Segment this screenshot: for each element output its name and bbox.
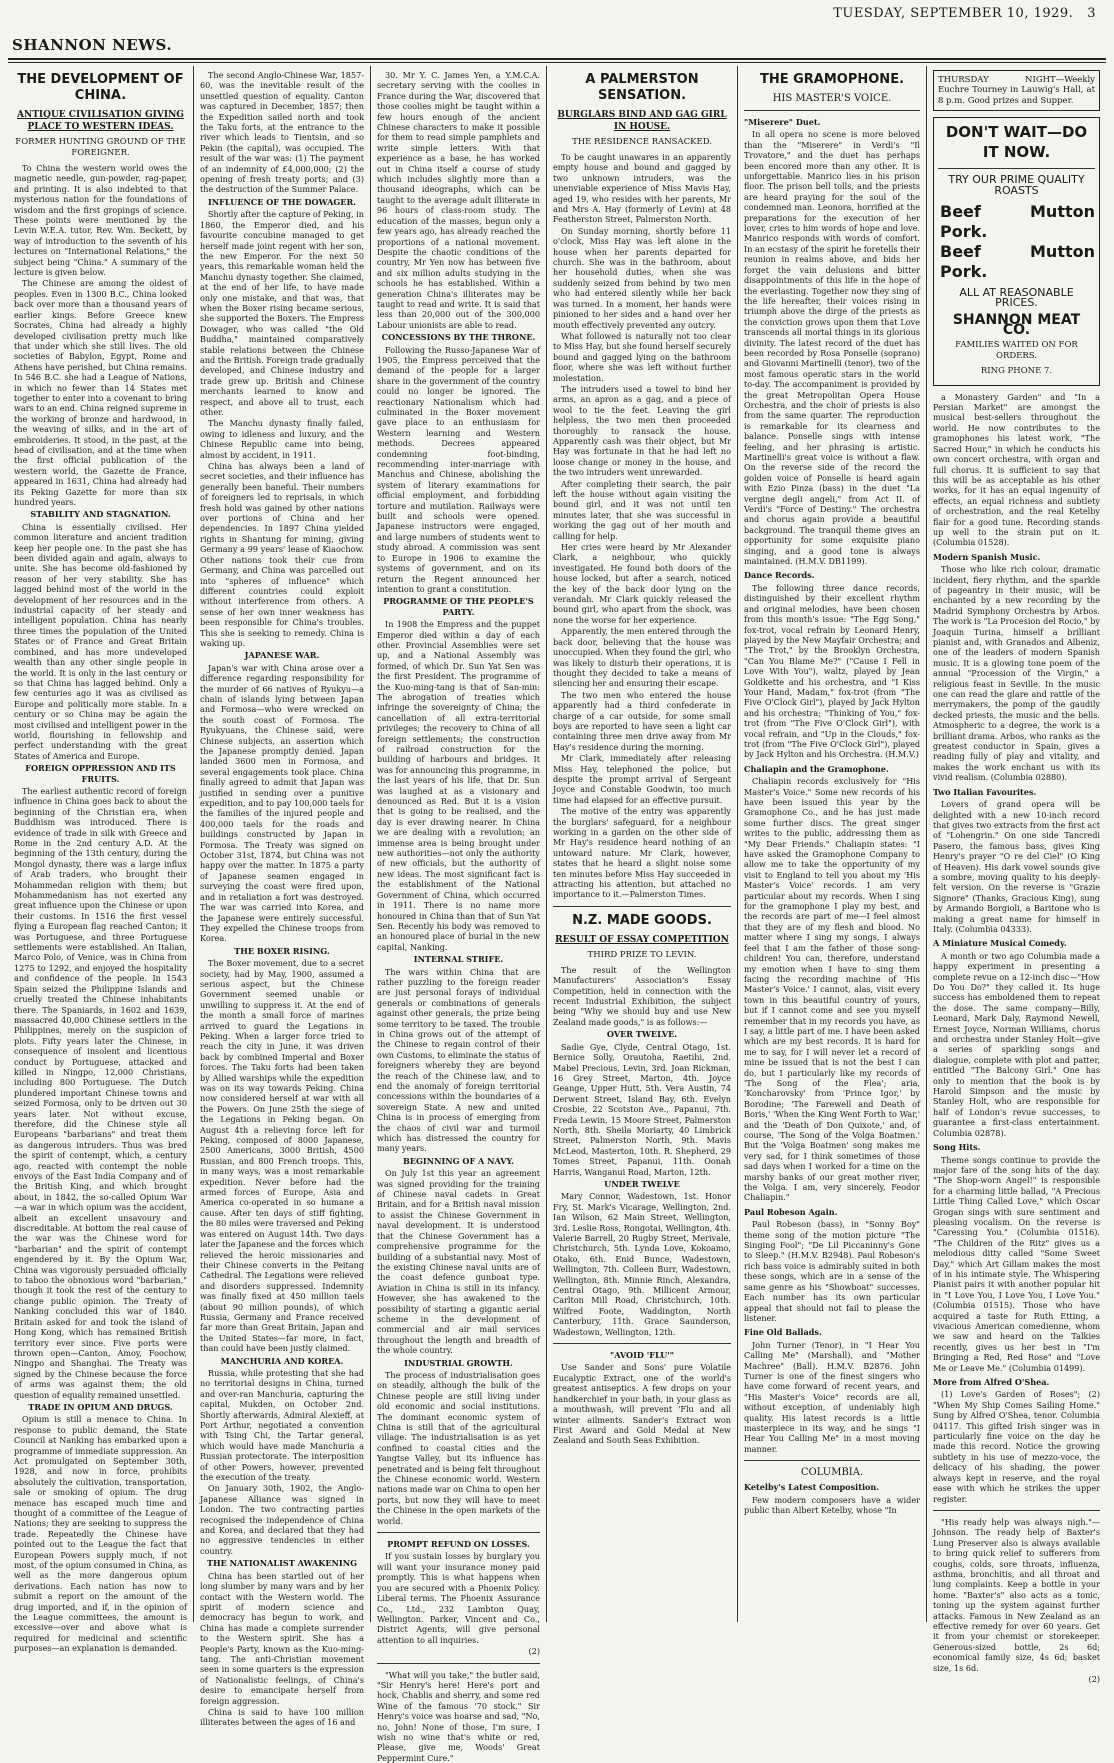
paragraph: The intruders used a towel to bind her arms, an apron as a gag, and a piece of wool to tie the feet. Leaving the girl helpless, the two men then proceeded thoroughly to ransack the house. Apparently cash was their object, but Mr Hay was fortunate in that he had left no loose change or money in the house, and the two intruders went unrewarded.	[553, 383, 731, 478]
paragraph: After completing their search, the pair left the house without again visiting the bound girl, and it was not until ten minutes later, that she was successful in working the gag out of her mouth and calling for help.	[553, 478, 731, 541]
meat-ad-headline: DON'T WAIT—DO IT NOW.	[945, 123, 1088, 162]
meat-ad-roasts: TRY OUR PRIME QUALITY ROASTS	[948, 173, 1085, 197]
palmerston-article-title: A PALMERSTON SENSATION.	[585, 72, 699, 103]
peppermint-ad-text: "What will you take," the butler said, "Sir Henry's here! Here's port and hock, Chablis and sherry, and some red Wine of the famous '70 stock." Sir Henry's voice was hoarse and sad, "No, no, John! None of those, I'm sure, I wish no wine that's white or red, Please, give me, Woods' Great Peppermint Cure."	[377, 1669, 540, 1763]
column-4	[547, 66, 738, 1622]
section-heading: INTERNAL STRIFE.	[413, 954, 504, 965]
china-article-title: THE DEVELOPMENT OF CHINA.	[17, 72, 184, 103]
paragraph: In 1908 the Empress and the puppet Emperor died within a day of each other. Provincial Assemblies were set up, and a National Assembly was formed, of which Dr. Sun Yat Sen was the first President. The programme of the Kuo-ming-tang is that of San-min: The abrogation of treaties which infringe the sovereignty of China; the cancellation of all extra-territorial privileges; the recovery to China of all foreign settlements; the construction of railroad construction for the building of harbours and bridges. It was for announcing this programme, in the last years of his life, that Dr. Sun was laughed at as a visionary and denounced as Red. But it is a vision that is going to be realised, and the day is ever drawing nearer. In China we are dealing with a revolution; an immense area is being brought under new authorities—not only the authority of new officials, but the authority of new ideas. The most significant fact is the establishment of the National Government of China, which occurred in 1911. There is no name more honoured in China than that of Sun Yat Sen. Recently his body was removed to an honoured place of burial in the new capital, Nanking.	[377, 619, 540, 952]
paragraph: China is said to have 100 million illiterates between the ages of 16 and	[200, 1706, 364, 1728]
section-heading: BEGINNING OF A NAVY.	[402, 1155, 515, 1166]
section-heading: MANCHURIA AND KOREA.	[220, 1355, 344, 1366]
section-heading: Chaliapin and the Gramophone.	[744, 763, 889, 774]
section-heading: STABILITY AND STAGNATION.	[30, 509, 171, 520]
section-heading: Two Italian Favourites.	[933, 786, 1037, 797]
prize-list: Mary Connor, Wadestown, 1st. Honor Fry, St. Mark's Vicarage, Wellington, 2nd. Ian Wilson, 62 Main Street, Wellington, 3rd. Leslie Ross, Rongotai, Wellington, 4th. Valerie Barrell, 20 Rugby Street, Merivale, Christchurch, 5th. Lynda Love, Kokoamo, Otako, 6th. Enid Bunce, Wadestown, Wellington, 7th. Colleen Burr, Wadestown, Wellington, 8th. Minnie Rinch, Alexandra, Central Otago, 9th. Millicent Armour, Carlton Mill Road, Christchurch, 10th. Wilfred Foote, Waddington, North Canterbury, 11th. Grace Saunderson, Wadestown, Wellington, 12th.	[553, 1191, 731, 1337]
meat-ad-phone: RING PHONE 7.	[980, 365, 1053, 376]
refund-ad-text: If you sustain losses by burglary you will want your insurance money paid promptly. This is what happens when you are secured with a Phoenix Policy. Liberal terms. The Phoenix Assurance Co., Ltd., 232 Lambton Quay, Wellington. Parker, Vincent and Co., District Agents, will give personal attention to all inquiries.	[377, 1551, 540, 1645]
paragraph: John Turner (Tenor), in "I Hear You Calling Me" (Marshall), and "Mother Machree" (Ball). H.M.V. B2876. John Turner is one of the finest singers who have come forward of recent years, and "His Master's Voice" records are all, without exception, of undeniably high quality. His latest records is a little masterpiece in its way, and he sings "I Hear You Calling Me" in a most moving manner.	[744, 1339, 920, 1454]
baxter-ad-text: "His ready help was always nigh."—Johnson. The ready help of Baxter's Lung Preserver also is always available to bring quick relief to sufferers from coughs, colds, sore throats, influenza, asthma, bronchitis, and all throat and lung complaints. Keep a bottle in your home. "Baxter's" also acts as a tonic, toning up the system against further attacks. Famous in New Zealand as an effective remedy for over 60 years. Get it from your chemist or storekeeper. Generous-sized bottle, 2s 6d; economical family size, 4s 6d; basket size, 1s 6d.	[933, 1516, 1100, 1673]
meat-ad-prices: ALL AT REASONABLE PRICES.	[959, 286, 1074, 310]
section-heading: Song Hits.	[933, 1142, 981, 1153]
paper-name: SHANNON NEWS.	[12, 36, 173, 54]
paragraph: Chaliapin records exclusively for "His Master's Voice." Some new records of his have been issued this year by the Gramophone Co., and he has just made some further discs. The great singer writes to the public, addressing them as "My Dear Friends." Chaliapin states: "I have asked the Gramophone Company to allow me to take the opportunity of my visit to England to tell you about my 'His Master's Voice' records. I am very particular about my records. When I sing for the gramophone I play my best, and the records are part of me—I feel almost that they are of my flesh and blood. No matter where I sing my songs, I always feel that I am the father of those song-children! You can, therefore, understand my emotion when I have to sing them facing the recording machine of 'His Master's Voice.' I cannot, alas, visit every town in this beautiful country of yours, but if I cannot come and see you myself remember that in my records you have, as I say, a little part of me. I have been asked which are my best records. It is hard for me to say, for I will never let a record of mine be issued that is not the best I can do, but I particularly like my records of 'The Song of the Flea'; aria, 'Koncharovsky' from 'Prince Igor,' by Borodine; 'The Farewell and Death of Boris,' 'When the King Went Forth to War,' and the 'Death of Don Quixote,' and, of course, 'The Song of the Volga Boatmen.' But the 'Volga Boatmen' song makes me very sad, for I think sometimes of those sad days when I worked for a time on the marshy banks of our great mother river, the Volga. I am, very sincerely, Feodor Chaliapin."	[744, 776, 920, 1203]
divider	[377, 1532, 540, 1533]
paragraph: To China the western world owes the magnetic needle, gun-powder, rag-paper, and printing. It is also indebted to that mysterious nation for the foundations of wisdom and the first gropings of science. These points were mentioned by the Levin W.E.A. tutor, Rev. Wm. Beckett, by way of introduction to the seventh of his lectures on "International Relations," the subject being "China." A summary of the lecture is given below.	[14, 163, 187, 278]
section-heading: More from Alfred O'Shea.	[933, 1377, 1050, 1388]
palmerston-subtitle: BURGLARS BIND AND GAG GIRL IN HOUSE.	[557, 110, 727, 132]
paragraph: Opium is still a menace to China. In response to public demand, the State Council at Nanking has embarked upon a programme of immediate suppression. An Act promulgated on September 30th, 1928, and now in force, prohibits absolutely the cultivation, transportation, sale or smoking of opium. The drug menace has escaped much time and thought of a committee of the League of Nations; they are seeking to suppress the trade. Repeatedly the Chinese have pointed out to the League the fact that European Powers supply much, if not most, of the opium consumed in China, as well as the more dangerous opium derivations. Each nation has now to submit a report on the amount of the drug imported, and if, in the opinion of the League committees, the amount is excessive—over and above what is required for medicinal and scientific purposes—an explanation is demanded.	[14, 1414, 187, 1654]
section-heading: THE BOXER RISING.	[234, 945, 330, 956]
section-heading: JAPANESE WAR.	[244, 650, 320, 661]
meat-ad-company: SHANNON MEAT CO.	[952, 311, 1081, 339]
gramophone-title: THE GRAMOPHONE.	[759, 72, 905, 87]
section-heading: CONCESSIONS BY THE THRONE.	[381, 332, 536, 343]
paragraph: (1) Love's Garden of Roses"; (2) "When My Ship Comes Sailing Home." Sung by Alfred O'Shea, tenor. Columbia 04117. This gifted Irish singer was in particularly fine voice on the day he made this record. Notice the growing subtlety in his use of mezzo-voce, the delicacy of his shading, the power always kept in reserve, and the royal ease with which he strikes the upper register.	[933, 1389, 1100, 1504]
column-5	[738, 66, 927, 1622]
paragraph: The process of industrialisation goes on steadily, although the bulk of the Chinese people are still living under old economic and social institutions. The dominant economic system of China is still that of the agricultural village. The industrialisation is as yet confined to coastal cities and the Yangtse Valley, but its influence has penetrated and is being felt throughout the Chinese economic world. Western nations made war on China to open her ports, but now they will have to meet the Chinese in the open markets of the world.	[377, 1369, 540, 1526]
paragraph: The wars within China that are rather puzzling to the foreign reader are just personal forays of individual generals or combinations of generals against other generals, the prize being some territory to be taxed. The trouble in China grows out of the attempt of the Chinese to regain control of their own Customs, to eliminate the status of foreigners whereby they are beyond the reach of the Chinese law, and to end the anomaly of foreign territorial concessions within the boundaries of a sovereign State. A new and united China is in process of emerging from the chaos of civil war and turmoil which has distressed the country for many years.	[377, 966, 540, 1154]
section-heading: Paul Robeson Again.	[744, 1206, 838, 1217]
prize-list: Sadie Gye, Clyde, Central Otago, 1st. Bernice Solly, Orautoha, Raetihi, 2nd. Mabel Precious, Levin, 3rd. Joan Rickman, 16 Grey Street, Marton, 4th. Joyce Geange, Upper Hutt, 5th. Vera Austin, 74 Derwent Street, Island Bay, 6th. Evelyn Crosbie, 22 Scotston Ave., Papanui, 7th. Freda Lewin, 15 Moore Street, Palmerston North, 8th. Sheila Moriarty, 40 Limbrick Street, Palmerston North, 9th. Mavis McLeod, Masterton, 10th. R. Shepherd, 29 Tomes Street, Papanui, 11th. Oonah Harris, Wanganui Road, Marton, 12th.	[553, 1041, 731, 1177]
refund-ad-title: PROMPT REFUND ON LOSSES.	[387, 1539, 530, 1550]
china-article-subheading: FORMER HUNTING GROUND OF THE FOREIGNER.	[15, 137, 186, 158]
column-1	[8, 66, 194, 1654]
meat-ad-line: Beef Mutton Pork.	[940, 202, 1095, 242]
issue-date: TUESDAY, SEPTEMBER 10, 1929. 3	[833, 6, 1096, 21]
paragraph: China has always been a land of secret societies, and their influence has generally been baneful. Their numbers of foreigners led to reprisals, in which fresh hold was gained by other nations over portions of China and her dependencies. In 1897 China yielded rights in Shantung for mining, giving Germany a 99 years' lease of Kiaochow. Other nations took their cue from Germany, and China was parcelled out into "spheres of influence" which different countries could exploit without interference from others. A sense of her own inner weakness has been responsible for China's troubles. This she is seeking to remedy. China is waking up.	[200, 461, 364, 648]
paragraph: To be caught unawares in an apparently empty house and bound and gagged by two unknown intruders, was the unenviable experience of Miss Mavis Hay, aged 19, who resides with her parents, Mr and Mrs A. Hay (formerly of Levin) at 48 Featherston Street, Palmerston North.	[553, 152, 731, 225]
china-article-subtitle: ANTIQUE CIVILISATION GIVING PLACE TO WESTERN IDEAS.	[16, 110, 184, 132]
paragraph: On January 30th, 1902, the Anglo-Japanese Alliance was signed in London. The two contracting parties recognised the independence of China and Korea, and declared that they had no aggressive tendencies in either country.	[200, 1483, 364, 1556]
paragraph: Her cries were heard by Mr Alexander Clark, a neighbour, who quickly investigated. He found both doors of the house locked, but after a search, noticed the key of the back door lying on the verandah. Mr Clark quickly released the bound girl, who apart from the shock, was none the worse for her experience.	[553, 542, 731, 625]
paragraph: The earliest authentic record of foreign influence in China goes back to about the beginning of the Christian era, when Buddhism was introduced. There is evidence of trade in silk with Greece and Rome in the 2nd century A.D. At the beginning of the 13th century, during the Mongol dynasty, there was a large influx of Arab traders, who brought their Mohammedan religion with them; but Mohammedanism has not exerted any great influence upon the Chinese or upon their customs. In 1516 the first vessel flying a European flag reached Canton; it was Portuguese, and three Portuguese settlements were established. An Italian, Marco Polo, of Venice, was in China from 1275 to 1292, and enjoyed the hospitality and confidence of the people. In 1543 Spain seized the Philippine Islands and cruelly treated the Chinese inhabitants there. The Spaniards, in 1602 and 1639, massacred 40,000 Chinese settlers in the Philippines, merely on the suspicion of plots. Fifty years later the Chinese, in consequence of insolent and licentious conduct by Portuguese, attacked and killed in Ningpo, 12,000 Christians, including 800 Portuguese. The Dutch plundered important Chinese towns and seized Formosa, only to be driven out 30 years later. Not without excuse, therefore, did the Chinese style all Europeans "barbarians" and treat them as dangerous intruders. Thus was bred the spirit of contempt, which, a century ago, reacted with contempt the noble envoys of the East India Company and of the British King, and which brought about, in 1842, the so-called Opium War—a war in which opium was the accident, albeit an excellent unsavoury and discreditable. At bottom the real cause of the war was the Chinese word for "barbarian" and the spirit of contempt engendered by it. By the Opium War, China was vigorously persuaded officially to taboo the obnoxious word "barbarian," though it took the rest of the century to change public opinion. The Treaty of Nanking concluded this war of 1840. Britain asked for and took the island of Hong Kong, which has remained British territory ever since. Five ports were thrown open—Canton, Amoy, Foochow, Ningpo and Shanghai. The Treaty was signed by the Chinese because the force of arms was against them; the old question of equality remained unsettled.	[14, 785, 187, 1400]
column-6	[927, 66, 1106, 1684]
divider	[744, 1460, 920, 1461]
paragraph: Few modern composers have a wider public than Albert Ketelby, whose "In	[744, 1494, 920, 1515]
paragraph: The following three dance records, distinguished by their excellent rhythm and original melodies, have been chosen from this month's issue: "The Egg Song," fox-trot, vocal refrain by Leonard Henry, played by the New Mayfair Orchestra; and "The Trot," by the Brooklyn Orchestra, "Can You Blame Me?" ("Cause I Fell in Love With You"), waltz, played by Jean Goldkette and his orchestra, and "I Kiss Your Hand, Madam," fox-trot (from "The Five O'Clock Girl"), played by Jack Hylton and his orchestra; "Thinking of You," fox-trot (from "The Five O'Clock Girl"), with vocal refrain, and "Up in the Clouds," fox-trot (from "The Five O'Clock Girl"), played by Jack Hylton and his Orchestra. (H.M.V.)	[744, 582, 920, 760]
section-heading: FOREIGN OPPRESSION AND ITS FRUITS.	[25, 763, 176, 784]
divider	[938, 168, 1095, 169]
paragraph: The Chinese are among the oldest of peoples. Even in 1300 B.C., China looked back over more than a thousand years of earlier kings. Before Greece knew Socrates, China had already a highly developed civilisation pretty much like that under which she still lives. The old societies of Babylon, Egypt, Rome and Athens have perished, but China remains. In 546 B.C. she had a League of Nations, in which no fewer than 14 States met together to enter into a covenant to bring wars to an end. China reigned supreme in the working of bronze and hardwood, in the weaving of silks, and in the art of embroideries. It stood, in the past, at the head of civilisation, and at the time when the first official publication of the western world, the Gazette de France, appeared in 1631, China had already had its Peking Gazette for more than six hundred years.	[14, 278, 187, 507]
paragraph: 30. Mr Y. C. James Yen, a Y.M.C.A. secretary serving with the coolies in France during the War, discovered that those coolies might be taught within a few hours enough of the ancient Chinese characters to make it possible for them to read simple pamphlets and write simple letters. With that experience as a base, he has worked out in China itself a course of study which includes slightly more than a thousand ideographs, which can be taught to the average adult illiterate in 96 hours of class-room study. The education of the masses, begun only a few years ago, has already reached the proportions of a national movement. Despite the chaotic conditions of the country, Mr Yen now has between five and six million adults studying in the schools he has established. Within a generation China's illiterates may be taught to read and write. It is said that less than 20,000 out of the 300,000 Labour unionists are able to read.	[377, 70, 540, 330]
paragraph: The Manchu dynasty finally failed, owing to idleness and luxury, and the Chinese Republic came into being, almost by accident, in 1911.	[200, 418, 364, 460]
section-heading: OVER TWELVE.	[606, 1029, 678, 1040]
section-heading: PROGRAMME OF THE PEOPLE'S PARTY.	[383, 596, 534, 617]
nz-goods-title: N.Z. MADE GOODS.	[572, 912, 712, 928]
divider	[553, 1343, 731, 1344]
paragraph: a Monastery Garden" and "In a Persian Market" are amongst the musical best-sellers throughout the world. He now contributes to the gramophones his latest work, "The Sacred Hour," in which he conducts his own concert orchestra, with organ and full chorus. It is sufficient to say that this will be as acceptable as his other works, for it has an equal ingenuity of effects, an equal richness and subtlety of orchestration, and the real Ketelby flair for a good tune. Recording stands up well to the strain put on it. (Columbia 01528).	[933, 391, 1100, 548]
page-number: 3	[1087, 6, 1096, 21]
section-heading: INDUSTRIAL GROWTH.	[404, 1357, 513, 1368]
paragraph: Mr Clark, immediately after releasing Miss Hay, telephoned the police, but despite the prompt arrival of Sergeant Joyce and Constable Goodwin, too much time had elapsed for an effective pursuit.	[553, 753, 731, 805]
paragraph: Paul Robeson (bass), in "Sonny Boy" theme song of the motion picture "The Singing Fool"; "De Lil Piccaninny's Gone to Sleep." (H.M.V. B2948). Paul Robeson's rich bass voice is admirably suited in both these songs, which are in a sense of the same genre as his "Showboat" successes. Each number has its own particular appeal that should not fail to please the listener.	[744, 1219, 920, 1323]
nz-goods-subheading: THIRD PRIZE TO LEVIN.	[587, 949, 697, 960]
meat-co-ad	[933, 117, 1100, 385]
paragraph: The motive of the entry was apparently the burglars' safeguard, for a neighbour working in a garden on the other side of Mr Hay's residence heard nothing of an untoward nature. Mr Clark, however, states that he heard a slight noise some ten minutes before Miss Hay succeeded in attracting his attention, but attached no importance to it.—Palmerston Times.	[553, 806, 731, 900]
divider	[377, 1663, 540, 1664]
paragraph: Russia, while protesting that she had no territorial designs in China, turned and over-ran Manchuria, capturing the capital, Mukden, on October 2nd. Shortly afterwards, Admiral Alexieff, at Port Arthur, negotiated a convention with Tsing Chi, the Tartar general, which would have made Manchuria a Russian protectorate. The interposition of other Powers, however, prevented the execution of the treaty.	[200, 1367, 364, 1483]
column-2	[194, 66, 371, 1728]
paragraph: Shortly after the capture of Peking, in 1860, the Emperor died, and his favourite concubine managed to get herself made joint regent with her son, the new Emperor. For the next 50 years, this remarkable woman held the Manchu dynasty together. She claimed, at the end of her life, to have made only one mistake, and that was, that when the Boxer rising became serious, she supported the Boxers. The Empress Dowager, who was called "the Old Buddha," maintained comparatively stable relations between the Chinese and the British. Foreign trade gradually developed, and Chinese industry and trade grew up. British and Chinese merchants learned to know and respect, and above all to trust, each other.	[200, 209, 365, 417]
palmerston-subheading: THE RESIDENCE RANSACKED.	[572, 137, 712, 147]
paragraph: Those who like rich colour, dramatic incident, fiery rhythm, and the sparkle of pageantry in their music, will be enchanted by a new recording by the Madrid Symphony Orchestra by Arbos. The work is "La Procesion del Rocio," by Joaquin Turina, himself a brilliant pianist and, with Granados and Albeniz, one of the leaders of modern Spanish music. It is a glowing tone poem of the annual "Procession of the Virgin," a religious feast in Seville. In the music one can read the glare and rattle of the merrymakers, the pomp of the gaudily decked priests, the music and the bells. Atmospheric to a degree, the work is a brilliant drama. Arbos, who ranks as the greatest conductor in Spain, gives a reading fully of play and vitality, and makes the work enchant us with its vivid realism. (Columbia 02880).	[933, 564, 1100, 783]
section-heading: Dance Records.	[744, 570, 815, 581]
divider	[933, 1510, 1100, 1511]
section-heading: "Miserere" Duet.	[744, 117, 821, 127]
paragraph: The Boxer movement, due to a secret society, had by May, 1900, assumed a serious aspect, but the Chinese Government seemed unable or unwilling to suppress it. At the end of the month a small force of marines arrived to guard the Legations in Peking. When a larger force tried to reach the city in June, it was driven back by combined Imperial and Boxer forces. The Taku forts had been taken by Allied warships while the expedition was on its way towards Peking. China now considered herself at war with all the Powers. On June 25th the siege of the Legations in Peking began. On August 4th a relieving force left for Peking, composed of 8000 Japanese, 2500 Americans, 3000 British, 4500 Russian, and 800 French troops. This, in many ways, was a most remarkable expedition. Never before had the armed forces of Europe, Asia and America co-operated in so humane a cause. After ten days of stiff fighting, the 80 miles were traversed and Peking was entered on August 14th. Two days later the Japanese and the forces which relieved the heroic missionaries and their Chinese converts in the Peitang Cathedral. The Legations were relieved and disorders suppressed. Indemnity was finally fixed at 450 million taels (about 90 million pounds), of which Russia, Germany and France received far more than Great Britain, Japan and the United States—far more, in fact, than could have been justly claimed.	[200, 958, 364, 1354]
meat-ad-line: Beef Mutton Pork.	[940, 242, 1095, 282]
flu-ad-text: Use Sander and Sons' pure Volatile Eucalyptic Extract, one of the world's greatest antiseptics. A few drops on your handkerchief in your bath, in your glass as a mouthwash, will prevent 'Flu and all winter ailments. Sander's Extract won First Award and Gold Medal at New Zealand and South Seas Exhibition.	[553, 1362, 731, 1446]
paragraph: What followed is naturally not too clear to Miss Hay, but she found herself securely bound and gagged lying on the bathroom floor, where she was left without further molestation.	[553, 330, 731, 383]
refund-ad-number: (2)	[528, 1646, 540, 1657]
section-heading: A Miniature Musical Comedy.	[933, 938, 1067, 949]
columns	[8, 66, 1106, 1763]
paragraph: China has been startled out of her long slumber by many wars and by her contact with the Western world. The spirit of modern science and democracy has begun to work, and China has made a complete surrender to the Western spirit. She has a People's Party, known as the Kuo-ming-tang. The anti-Christian movement seen in some quarters is the expression of Nationalistic feelings, of China's desire to emancipate herself from foreign aggression.	[200, 1570, 364, 1706]
section-heading: INFLUENCE OF THE DOWAGER.	[207, 196, 357, 207]
paragraph: Theme songs continue to provide the major fare of the song hits of the day. "The Shop-worn Angel!" is responsible for a charming little ballad, "A Precious Little Thing Called Love," which Oscar Grogan sings with sure sentiment and pleasing vocalism. On the reverse is "Caressing You." (Columbia 01516). "The Children of the Ritz" gives us a melodious ditty called "Some Sweet Day," which Art Gillam makes the most of in his intimate style. The Whispering Pianist pairs it with another popular hit in "I Love You, I Love You, I Love You." (Columbia 01515). Those who have acquired a taste for Ruth Etting, a vivacious American comedienne, whom we saw and heard on the Talkies recently, gives us her best in "I'm Bringing a Red, Red Rose" and "Love Me or Leave Me." (Columbia 01499).	[933, 1154, 1100, 1373]
paragraph: On July 1st this year an agreement was signed providing for the training of Chinese naval cadets in Great Britain, and for a British naval mission to assist the Chinese Government in naval development. It is understood that the Chinese Government has a comprehensive programme for the building of a substantial navy. Most of the existing Chinese naval units are of the coast defence gunboat type. Aviation in China is still in its infancy. However, she has awakened to the possibility of starting a gigantic aerial scheme in the development of commercial and air mail services throughout the length and breadth of the whole country.	[377, 1168, 540, 1356]
divider	[553, 906, 731, 907]
section-heading: Modern Spanish Music.	[933, 551, 1041, 562]
column-3	[371, 66, 547, 1763]
gramophone-subtitle: HIS MASTER'S VOICE.	[772, 93, 892, 104]
paragraph: In all opera no scene is more beloved than the "Miserere" in Verdi's "Il Trovatore," and the duet has perhaps been encored more than any other. It is unforgettable. Manrico lies in his prison floor. The prison bell tolls, and the priests are heard praying for the soul of the condemned man. Leonora, horrified at the preparations for the execution of her lover, cries to him words of hope and love. Manrico responds with words of comfort. In an ecstasy of the spirit he foretells their reunion in realms above, and bids her forget the vain delusions and bitter disappointments of this life in the hope of the everlasting. Together now they sing of the life hereafter, their voices rising in triumph above the dirge of the priests as the conviction grows upon them that Love transcends all mortal things in its glorious divinity. The latest record of the duet has been recorded by Rosa Ponselle (soprano) and Giovanni Martinelli (tenor), two of the most famous operatic stars in the world to-day. The accompaniment is provided by the great Metropolitan Opera House Orchestra, and the choir of priests is also from the same quarter. The reproduction is remarkable for its clearness and balance. Ponselle sings with intense feeling, and her phrasing is artistic. Martinelli's great voice is without a flaw. On the reverse side of the record the golden voice of Ponselle is heard again with Ezio Pinza (bass) in the duet "La vergine degli angeli," from Act II. of Verdi's "Force of Destiny." The orchestra and chorus again provide a beautiful background. The tranquil theme gives an opportunity for some exquisite piano singing, and a good tone is always maintained. (H.M.V. DB1199).	[744, 129, 920, 567]
nz-goods-subtitle: RESULT OF ESSAY COMPETITION	[555, 934, 729, 945]
paragraph: China is essentially civilised. Her common literature and ancient tradition keep her people one. In the past she has been divided again and again, always to unite. She has become old-fashioned by reason of her very stability. She has lagged behind most of the world in the development of her resources and in the industrial capacity of her steady and intelligent population. China has nearly three times the population of the United States or of France and Great Britain combined, and has more undeveloped wealth than any other single people in the world. It is only in the last century or so that China has lagged behind. Only a few centuries ago it was as civilised as Europe and politically more stable. In a century or so China may be again the most civilised and intelligent power in the world, flourishing in fellowship and perfect understanding with the great States of America and Europe.	[14, 521, 187, 761]
masthead-rule	[8, 58, 1106, 60]
paragraph: The second Anglo-Chinese War, 1857-60, was the inevitable result of the unsettled question of equality. Canton was captured in December, 1857; then the Expedition sailed north and took the Taku forts, at the entrance to the river which leads to Tientsin, and so Pekin (the capital), was occupied. The result of the war was: (1) The payment of an indemnity of £4,000,000; (2) the opening of fresh treaty ports; and (3) the destruction of the Summer Palace.	[200, 70, 364, 195]
meat-ad-families: FAMILIES WAITED ON FOR ORDERS.	[955, 339, 1078, 361]
section-heading: Ketelby's Latest Composition.	[744, 1482, 880, 1493]
section-heading: TRADE IN OPIUM AND DRUGS.	[28, 1401, 173, 1412]
paragraph: On Sunday morning, shortly before 11 o'clock, Miss Hay was left alone in the house when her parents departed for church. She was in the bathroom, about her household duties, when she was suddenly seized from behind by two men who had entered silently while her back was turned. In a moment, her hands were pinioned to her sides and a hand over her mouth effectively prevented any outcry.	[553, 225, 731, 330]
euchre-notice: THURSDAY NIGHT—Weekly Euchre Tourney in Lauwig's Hall, at 8 p.m. Good prizes and Supper.	[933, 70, 1100, 111]
masthead-rule-thin	[8, 62, 1106, 63]
section-heading: THE NATIONALIST AWAKENING	[206, 1558, 358, 1569]
divider	[744, 110, 920, 111]
paragraph: Following the Russo-Japanese War of 1905, the Empress perceived that the demand of the people for a larger share in the government of the country could no longer be ignored. The reactionary Nationalism which had culminated in the Boxer movement gave place to an enthusiasm for Western learning and Western methods. Decrees appeared condemning foot-binding, recommending inter-marriage with Manchus and Chinese, abolishing the system of literary examinations for official employment, and forbidding torture and mutilation. Railways were built and schools were opened. Japanese instructors were engaged, and large numbers of students went to study abroad. A commission was sent to Europe in 1906 to examine the systems of government, and on its return the Regent announced her intention to grant a constitution.	[377, 344, 540, 594]
baxter-ad-number: (2)	[1088, 1674, 1100, 1684]
flu-ad-title: "AVOID 'FLU'"	[610, 1350, 674, 1361]
columbia-heading: COLUMBIA.	[800, 1467, 864, 1479]
paragraph: Lovers of grand opera will be delighted with a new 10-inch record that gives two extracts from the first act of "Lohengrin." On one side Tancredi Pasero, the famous bass, gives King Henry's prayer "O re del Ciel" (O King of Heaven). His dark vowel sounds give a sombre, moving quality to his deeply-felt version. On the reverse is "Grazie Signore" (Thanks, Gracious King), sung by Armando Borgioli, a Baritone who is making a great name for himself in Italy. (Columbia 04333).	[933, 799, 1100, 934]
section-heading: Fine Old Ballads.	[744, 1327, 822, 1338]
masthead	[0, 0, 1114, 66]
section-heading: UNDER TWELVE	[604, 1178, 680, 1189]
paragraph: A month or two ago Columbia made a happy experiment in presenting a complete revue on a 12-inch disc—"How Do You Do?" they called it. Its huge success has emboldened them to repeat the dose. The same company—Billy, Leonard, Mark Daly, Raymond Newell, Ernest Joyce, Norman Williams, chorus and orchestra under Stanley Holt—give a series of sparkling songs and dialogue, complete with plot and patter, entitled "The Balcony Girl." One has only to mention that the book is by Harold Simpson and the music by Stanley Holt, who are responsible for half of London's revue successes, to guarantee a first-class entertainment. Columbia 02878).	[933, 950, 1100, 1138]
paragraph: Apparently, the men entered through the back door, believing that the house was unoccupied. When they found the girl, who was likely to disturb their operations, it is thought they decided to take a means of silencing her and ensuring their escape.	[553, 626, 731, 689]
paragraph: The result of the Wellington Manufacturers' Association's Essay Competition, held in connection with the recent Industrial Exhibition, the subject being "Why we should buy and use New Zealand made goods," is as follows:—	[553, 964, 731, 1027]
paragraph: Japan's war with China arose over a difference regarding responsibility for the murder of 66 natives of Ryukyu—a chain of islands lying between Japan and Formosa—who were wrecked on the south coast of Formosa. The Ryukyuans, the Chinese said, were Chinese subjects, an assertion which the Japanese promptly denied. Japan landed 3600 men in Formosa, and several engagements took place. China finally agreed to admit that Japan was justified in sending over a punitive expedition, and to pay 100,000 taels for the families of the injured people and 400,000 taels for the roads and buildings constructed by Japan in Formosa. The Treaty was signed on October 31st, 1874, but China was not happy over the matter. In 1875 a party of Japanese seamen engaged in surveying the coast were fired upon, and in retaliation a fort was destroyed. The war was carried into Korea, and the Japanese were entirely successful. They expelled the Chinese troops from Korea.	[200, 662, 364, 944]
paragraph: The two men who entered the house apparently had a third confederate in charge of a car outside, for some small boys are reported to have seen a light car containing three men drive away from Mr Hay's residence during the morning.	[553, 689, 731, 752]
